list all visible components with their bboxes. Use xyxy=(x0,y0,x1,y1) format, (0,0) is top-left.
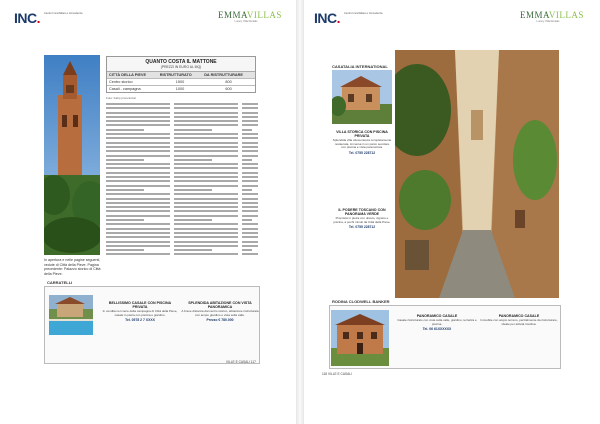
text-line xyxy=(106,241,170,243)
section-label-rodina: RODINA CLODWELL BANKER xyxy=(332,299,390,304)
text-line xyxy=(106,167,170,169)
text-line xyxy=(106,210,170,212)
text-line xyxy=(106,223,170,225)
listing-desc: A breve distanza dal centro storico, abitazione ristrutturata con ampio giardino e vista sulla valle. xyxy=(181,309,259,317)
listing-contact: Tel. 06 61XXXXXX xyxy=(422,327,452,332)
article-column-1 xyxy=(106,103,170,259)
text-line xyxy=(106,150,170,152)
text-line xyxy=(174,232,238,234)
text-line xyxy=(174,189,212,191)
listing-desc: Immobile con ampio terreno, parzialmente da ristrutturare, ideale per attività ricettiva. xyxy=(480,318,558,326)
text-line xyxy=(174,223,238,225)
listing-casatalia-2 xyxy=(332,208,392,229)
table-subtitle: (PREZZI IN EURO AL MQ) xyxy=(160,65,202,69)
inc-logo: INC. xyxy=(14,10,41,26)
text-line xyxy=(242,185,258,187)
inc-tagline-right: Centro Immobiliare e Consulenza xyxy=(344,12,383,15)
text-line xyxy=(242,219,252,221)
listing-carr-1 xyxy=(101,301,179,322)
inc-logo-right: INC. xyxy=(314,10,341,26)
text-line xyxy=(242,198,258,200)
text-line xyxy=(174,193,238,195)
text-line xyxy=(242,137,258,139)
text-line xyxy=(106,189,144,191)
pool-villa-photo xyxy=(49,295,93,335)
text-line xyxy=(106,202,170,204)
text-line xyxy=(106,120,170,122)
text-line xyxy=(174,206,238,208)
text-line xyxy=(106,103,170,105)
text-line xyxy=(242,206,258,208)
text-line xyxy=(242,112,258,114)
listing-desc: In vendita nel cuore della campagna di Città della Pieve, casale in pietra con piscina e giardino. xyxy=(102,309,178,317)
text-line xyxy=(106,185,170,187)
text-line xyxy=(174,146,238,148)
text-line xyxy=(106,193,170,195)
carratelli-box xyxy=(44,280,260,364)
listing-contact: Tel. 0755 228712 xyxy=(348,225,376,230)
text-line xyxy=(174,112,238,114)
text-line xyxy=(242,180,258,182)
text-line xyxy=(174,219,212,221)
text-line xyxy=(242,236,258,238)
text-line xyxy=(242,210,258,212)
alley-photo xyxy=(395,50,559,298)
text-line xyxy=(242,167,258,169)
text-line xyxy=(174,133,238,135)
text-line xyxy=(106,112,170,114)
text-line xyxy=(106,206,170,208)
table-cell: 800 xyxy=(202,79,255,86)
text-line xyxy=(106,129,144,131)
text-line xyxy=(106,232,170,234)
emma-villas-sub: Luxury Villa Rentals xyxy=(234,20,258,23)
text-line xyxy=(242,159,252,161)
text-line xyxy=(242,129,252,131)
listing-title: VILLA STORICA CON PISCINA PRIVATA xyxy=(336,130,388,138)
text-line xyxy=(174,150,238,152)
listing-title: SPLENDIDA ABITAZIONE CON VISTA PANORAMICA xyxy=(188,301,252,309)
text-line xyxy=(174,107,238,109)
table-header-cell: RISTRUTTURATO xyxy=(158,72,202,79)
listing-title: BELLISSIMO CASALE CON PISCINA PRIVATA xyxy=(108,301,172,309)
text-line xyxy=(174,167,238,169)
text-line xyxy=(174,185,238,187)
text-line xyxy=(106,172,170,174)
text-line xyxy=(242,193,258,195)
listing-carr-2 xyxy=(181,301,259,322)
text-line xyxy=(106,228,170,230)
price-grid xyxy=(107,71,255,92)
text-line xyxy=(242,107,258,109)
text-line xyxy=(242,124,258,126)
text-line xyxy=(242,103,258,105)
right-folio: 118 VILLE E CASALI xyxy=(322,372,352,376)
text-line xyxy=(174,124,238,126)
text-line xyxy=(106,245,170,247)
text-line xyxy=(106,215,170,217)
table-row xyxy=(107,86,255,93)
text-line xyxy=(106,107,170,109)
text-line xyxy=(242,176,258,178)
listing-title: PANORAMICO CASALE xyxy=(498,314,540,318)
listing-rodina-1 xyxy=(396,314,478,331)
text-line xyxy=(242,223,258,225)
text-line xyxy=(242,116,258,118)
listing-contact: Prezzo € 780.000 xyxy=(206,318,234,323)
text-line xyxy=(106,159,144,161)
text-line xyxy=(242,120,258,122)
listing-desc: Splendida villa ottocentesca completamente restaurata, immersa in un parco secolare con piscina e vista panoramica. xyxy=(332,138,392,150)
text-line xyxy=(106,137,170,139)
text-line xyxy=(174,180,238,182)
text-line xyxy=(106,219,144,221)
text-line xyxy=(242,172,258,174)
listing-contact: Tel. 0755 228712 xyxy=(348,151,376,156)
text-line xyxy=(242,163,258,165)
text-line xyxy=(174,249,212,251)
article-column-2 xyxy=(174,103,238,259)
text-line xyxy=(242,202,258,204)
text-line xyxy=(174,176,238,178)
text-line xyxy=(174,163,238,165)
emma-villas-sub-right: Luxury Villa Rentals xyxy=(536,20,560,23)
table-header-row xyxy=(107,72,255,79)
text-line xyxy=(242,189,252,191)
table-cell: Casali - campagna xyxy=(107,86,158,93)
price-table xyxy=(106,56,256,93)
text-line xyxy=(174,245,238,247)
text-line xyxy=(174,172,238,174)
text-line xyxy=(106,142,170,144)
text-line xyxy=(106,163,170,165)
left-folio: VILLE E CASALI 117 xyxy=(226,360,256,364)
text-line xyxy=(242,150,258,152)
emma-villas-logo-right: EMMAVILLAS xyxy=(520,10,584,20)
page-gutter xyxy=(296,0,304,424)
text-line xyxy=(106,253,170,255)
text-line xyxy=(174,120,238,122)
listing-desc: Proprietà in pietra con uliveto, vigneto e piscina, a pochi minuti da Città della Pieve. xyxy=(333,216,391,224)
table-cell: 1500 xyxy=(158,79,202,86)
table-header-cell: DA RISTRUTTURARE xyxy=(202,72,255,79)
text-line xyxy=(106,198,170,200)
text-line xyxy=(242,253,258,255)
text-line xyxy=(174,241,238,243)
section-label-carratelli: CARRATELLI xyxy=(47,280,73,285)
text-line xyxy=(174,210,238,212)
text-line xyxy=(106,124,170,126)
villa-photo xyxy=(332,70,392,124)
text-line xyxy=(174,137,238,139)
text-line xyxy=(242,232,258,234)
text-line xyxy=(174,215,238,217)
church-photo xyxy=(44,55,100,255)
photo-credit: Foto: Fabp proncincial xyxy=(106,96,136,100)
text-line xyxy=(106,116,170,118)
text-line xyxy=(242,155,258,157)
text-line xyxy=(174,236,238,238)
text-line xyxy=(174,159,212,161)
photo-caption: In apertura e nelle pagine seguenti, vedute di Città della Pieve. Pagina precedente: Palazzo storico di Città della Pieve. xyxy=(44,258,101,276)
text-line xyxy=(174,129,212,131)
text-line xyxy=(106,146,170,148)
text-line xyxy=(242,142,258,144)
table-header-cell: CITTÀ DELLA PIEVE xyxy=(107,72,158,79)
listing-title: IL PODERE TOSCANO CON PANORAMA VERDE xyxy=(338,208,386,216)
emma-villas-logo: EMMAVILLAS xyxy=(218,10,282,20)
listing-contact: Tel. 0578 2 7 XXXX xyxy=(125,318,155,323)
text-line xyxy=(242,146,258,148)
text-line xyxy=(242,133,258,135)
text-line xyxy=(174,116,238,118)
text-line xyxy=(174,202,238,204)
listing-rodina-2 xyxy=(478,314,560,327)
table-title: QUANTO COSTA IL MATTONE xyxy=(145,59,217,65)
text-line xyxy=(106,180,170,182)
text-line xyxy=(174,198,238,200)
table-row xyxy=(107,79,255,86)
text-line xyxy=(106,133,170,135)
table-cell: 600 xyxy=(202,86,255,93)
listing-casatalia-1 xyxy=(332,130,392,155)
text-line xyxy=(174,155,238,157)
listing-title: PANORAMICO CASALE xyxy=(416,314,458,318)
inc-tagline: Centro Immobiliare e Consulenza xyxy=(44,12,83,15)
listing-desc: Casale ristrutturato con vista sulla valle, giardino, terrazza e piscina. xyxy=(397,318,477,326)
text-line xyxy=(174,142,238,144)
article-column-3 xyxy=(242,103,258,259)
text-line xyxy=(174,228,238,230)
text-line xyxy=(242,228,258,230)
text-line xyxy=(242,249,252,251)
text-line xyxy=(242,215,258,217)
section-label-casatalia: CASATALIA INTERNATIONAL xyxy=(332,64,388,69)
text-line xyxy=(106,155,170,157)
text-line xyxy=(106,249,144,251)
text-line xyxy=(174,103,238,105)
text-line xyxy=(242,245,258,247)
text-line xyxy=(242,241,258,243)
stone-house-photo xyxy=(331,310,389,366)
table-cell: 1000 xyxy=(158,86,202,93)
text-line xyxy=(174,253,238,255)
text-line xyxy=(106,236,170,238)
table-cell: Centro storico xyxy=(107,79,158,86)
text-line xyxy=(106,176,170,178)
